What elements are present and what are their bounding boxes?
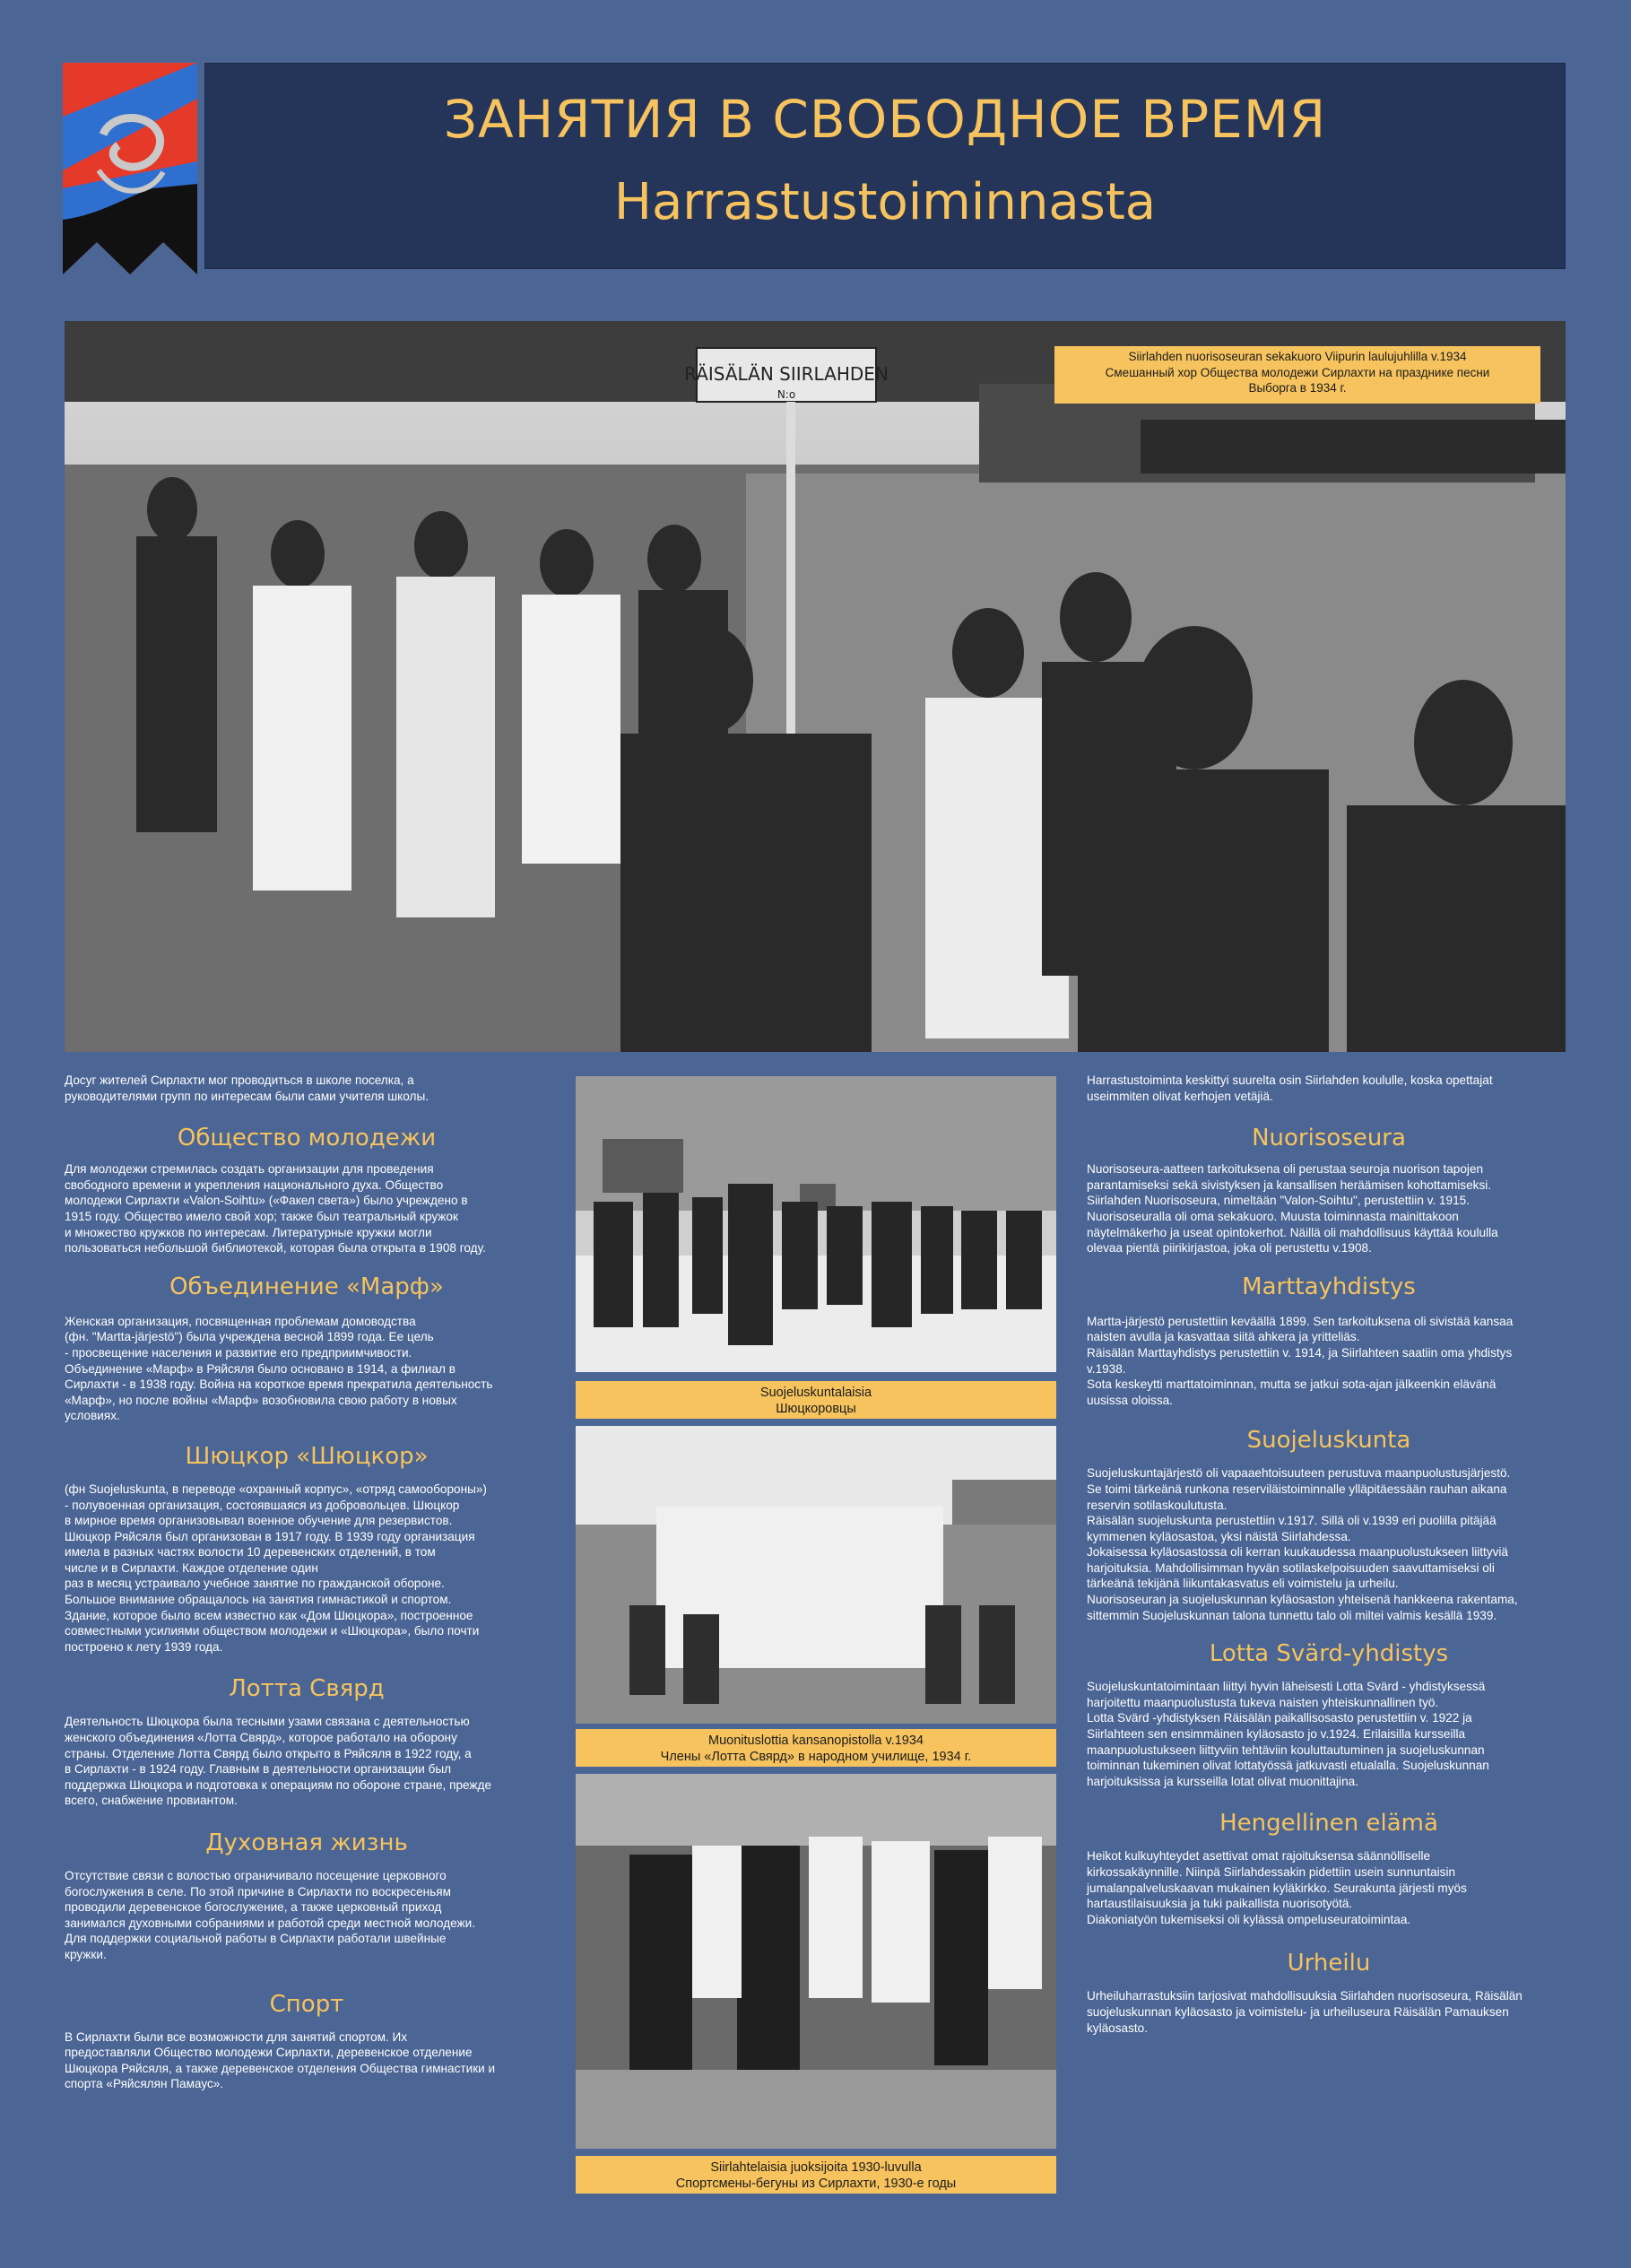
coat-of-arms bbox=[63, 63, 197, 274]
heading-youth-society: Общество молодежи bbox=[177, 1125, 437, 1152]
heading-lotta: Лотта Свярд bbox=[229, 1675, 385, 1703]
heading-martha: Объединение «Марф» bbox=[169, 1273, 444, 1300]
text-nuorisoseura: Nuorisoseura-aatteen tarkoituksena oli perustaa seuroja nuorison tapojen parantamiseksi sekä sivistyksen ja kansallisen heräämisen kohottamiseksi. Siirlahden Nuorisoseura, nimeltään "Valon-Soihtu", perustettiin v. 1915. Nuorisoseuralla oli oma sekakuoro. Muusta toiminnasta mainittakoon näytelmäkerho ja useat opintokerhot. Näillä oli mahdollisuus käyttää koululla olevaa pientä piirikirjastoa, joka oli perustettu v.1908. bbox=[1087, 1162, 1498, 1256]
text-lotta: Деятельность Шюцкора была тесными узами связана с деятельностью женского объединения «Лотта Свярд», которое работало на оборону страны. Отделение Лотта Свярд было открыто в Ряйсяля в 1922 году, а в Сирлахти - в 1924 году. Главным в деятельности организации был поддержка Шюцкора и подготовка к операциям по обороне стране, прежде всего, снабжение провиантом. bbox=[65, 1715, 491, 1808]
heading-sport: Спорт bbox=[269, 1990, 344, 2018]
text-guards: (фн Suojeluskunta, в переводе «охранный корпус», «отряд самообороны») - полувоенная организация, состоявшаяся из добровольцев. Шюцкор в мирное время организовывал военное обучение для резервистов. Шюцкор Ряйсяля был организован в 1917 году. В 1939 году организация имела в разных частях волости 10 деревенских отделений, в том числе и в Сирлахти. Каждое отделение один раз в месяц устраивало учебное занятие по гражданской обороне. Большое внимание обращалось на занятия гимнастикой и спортом. Здание, которое было всем известно как «Дом Шюцкора», построенное совместными усилиями обществом молодежи и «Шюцкора», было почти построено к лету 1939 года. bbox=[65, 1482, 487, 1654]
main-photo-sign: RÄISÄLÄN SIIRLAHDEN bbox=[684, 363, 889, 385]
title-finnish: Harrastustoiminnasta bbox=[613, 173, 1157, 231]
left-column bbox=[65, 1073, 549, 2092]
heading-marttayhdistys: Marttayhdistys bbox=[1242, 1273, 1416, 1300]
text-youth-society: Для молодежи стремилась создать организации для проведения свободного времени и укрепления национального духа. Общество молодежи Сирлахти «Valon-Soihtu» («Факел света») было учреждено в 1915 году. Общество имело свой хор; также был театральный кружок и множество кружков по интересам. Литературные кружки могли пользоваться небольшой библиотекой, которая была открыта в 1908 году. bbox=[65, 1162, 486, 1256]
text-hengellinen: Heikot kulkuyhteydet asettivat omat rajoituksensa säännölliselle kirkossakäynnille. Niinpä Siirlahdessakin pidettiin usein sunnuntaisin jumalanpalveluskaavan mukainen kyläkirkko. Seurakunta järjesti myös hartaustilaisuuksia ja tuki paikallista nuorisotyötä. Diakoniatyön tukemiseksi oli kylässä ompeluseuratoimintaa. bbox=[1087, 1849, 1467, 1926]
heading-hengellinen: Hengellinen elämä bbox=[1219, 1810, 1438, 1838]
heading-suojeluskunta: Suojeluskunta bbox=[1246, 1427, 1411, 1455]
text-urheilu: Urheiluharrastuksiin tarjosivat mahdollisuuksia Siirlahden nuorisoseura, Räisälän suojeluskunnan kyläosasto ja voimistelu- ja urheiluseura Räisälän Pamauksen kyläosasto. bbox=[1087, 1989, 1523, 2035]
right-column bbox=[1087, 1073, 1571, 2036]
main-photo-caption: Siirlahden nuorisoseuran sekakuoro Viipurin laulujuhlilla v.1934 Смешанный хор Общества молодежи Сирлахти на празднике песни Выборга в 1934 г. bbox=[1054, 346, 1540, 404]
photo-guards bbox=[576, 1076, 1056, 1372]
text-lotta-svard: Suojeluskuntatoimintaan liittyi hyvin läheisesti Lotta Svärd - yhdistyksessä harjoitettu maanpuolustusta tukeva naisten yhteiskunnallinen työ. Lotta Svärd -yhdistyksen Räisälän paikallisosasto perustettiin v. 1922 ja Siirlahteen sen ensimmäinen kyläosasto jo v.1924. Erilaisilla kursseilla maanpuolustukseen liittyviin tehtäviin kouluttautuminen ja suojeluskunnan toiminnan tukeminen olivat lottatyössä jatkuvasti etualalla. Suojeluskunnan harjoituksissa ja kursseilla lotat olivat muonittajina. bbox=[1087, 1680, 1489, 1788]
title-banner bbox=[204, 63, 1566, 269]
heading-urheilu: Urheilu bbox=[1287, 1950, 1371, 1977]
title-russian: ЗАНЯТИЯ В СВОБОДНОЕ ВРЕМЯ bbox=[443, 89, 1327, 150]
heading-lotta-svard: Lotta Svärd-yhdistys bbox=[1209, 1640, 1449, 1668]
coat-of-arms-icon bbox=[63, 63, 197, 274]
svg-text:N:o: N:o bbox=[776, 388, 796, 401]
main-photo bbox=[65, 321, 1566, 1052]
heading-guards: Шюцкор «Шюцкор» bbox=[185, 1442, 429, 1470]
photo-lotta bbox=[576, 1426, 1056, 1724]
text-suojeluskunta: Suojeluskuntajärjestö oli vapaaehtoisuuteen perustuva maanpuolustusjärjestö. Se toimi tärkeänä runkona reserviläistoiminnalle ylläpitäessään rauhan aikana reservin sotilaskoulutusta. Räisälän suojeluskunta perustettiin v.1917. Sillä oli v.1939 eri puolilla pitäjää kymmenen kyläosastoa, yksi näistä Siirlahdessa. Jokaisessa kyläosastossa oli kerran kuukaudessa maanpuolustukseen liittyviä harjoituksia. Mahdollisimman hyvän sotilaskelpoisuuden saavuttamiseksi oli tärkeänä tekijänä liikuntakasvatus eli voimistelu ja urheilu. Nuorisoseuran ja suojeluskunnan kyläosaston yhteisenä hankkeena rakentama, sittemmin Suojeluskunnan talona tunnettu talo oli miltei valmis kesällä 1939. bbox=[1087, 1466, 1518, 1622]
photo-lotta-caption: Muonituslottia kansanopistolla v.1934 Члены «Лотта Свярд» в народном училище, 1934 г. bbox=[576, 1729, 1056, 1767]
photo-guards-caption: Suojeluskuntalaisia Шюцкоровцы bbox=[576, 1381, 1056, 1419]
text-sport: В Сирлахти были все возможности для занятий спортом. Их предоставляли Общество молодежи Сирлахти, деревенское отделение Шюцкора Ряйсяля, а также деревенское отделения Общества гимнастики и спорта «Ряйсялян Памаус». bbox=[65, 2029, 496, 2091]
photo-runners-caption: Siirlahtelaisia juoksijoita 1930-luvulla Спортсмены-бегуны из Сирлахти, 1930-е годы bbox=[576, 2156, 1056, 2194]
right-intro: Harrastustoiminta keskittyi suurelta osin Siirlahden koululle, koska opettajat useimmiten olivat kerhojen vetäjiä. bbox=[1087, 1073, 1493, 1103]
photo-runners bbox=[576, 1774, 1056, 2149]
text-martha: Женская организация, посвященная проблемам домоводства (фн. "Martta-järjestö") была учреждена весной 1899 года. Ее цель - просвещение населения и развитие его предприимчивости. Объединение «Марф» в Ряйсяля было основано в 1914, а филиал в Сирлахти - в 1938 году. Война на короткое время прекратила деятельность «Марф», но после войны «Марф» возобновила свою работу в новых условиях. bbox=[65, 1314, 493, 1423]
heading-nuorisoseura: Nuorisoseura bbox=[1252, 1125, 1406, 1152]
left-intro: Досуг жителей Сирлахти мог проводиться в школе поселка, а руководителями групп по интересам были сами учителя школы. bbox=[65, 1073, 429, 1103]
text-marttayhdistys: Martta-järjestö perustettiin keväällä 1899. Sen tarkoituksena oli sivistää kansaa naisten avulla ja kasvattaa siitä ahkera ja yritteliäs. Räisälän Marttayhdistys perustettiin v. 1914, ja Siirlahteen saatiin oma yhdistys v.1938. Sota keskeytti marttatoiminnan, mutta se jatkui sota-ajan jälkeenkin elävänä uusissa oloissa. bbox=[1087, 1314, 1514, 1407]
text-spiritual: Отсутствие связи с волостью ограничивало посещение церковного богослужения в селе. По этой причине в Сирлахти по воскресеньям проводили деревенское богослужение, а также церковный приход занимался духовными собраниями и работой среди местной молодежи. Для поддержки социальной работы в Сирлахти работали швейные кружки. bbox=[65, 1869, 475, 1961]
heading-spiritual: Духовная жизнь bbox=[205, 1829, 408, 1856]
